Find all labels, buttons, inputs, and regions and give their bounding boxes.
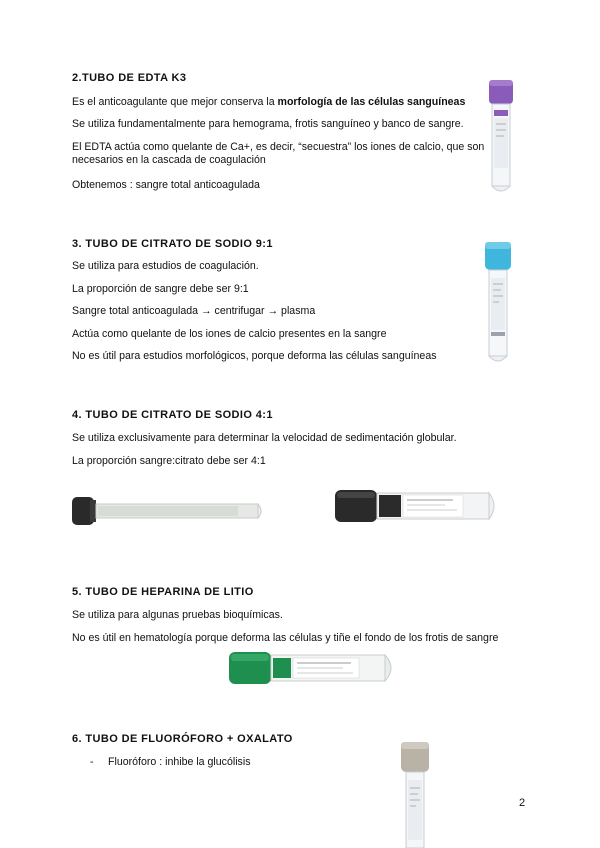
heparin-tube-image: [227, 650, 397, 686]
section-2-heading: 2.TUBO DE EDTA K3: [72, 72, 187, 84]
section-2-paragraph-2: Se utiliza fundamentalmente para hemograma, frotis sanguíneo y banco de sangre.: [72, 118, 464, 130]
section-4-paragraph-1: Se utiliza exclusivamente para determinar la velocidad de sedimentación globular.: [72, 432, 457, 444]
section-6-bullet-1: Fluoróforo : inhibe la glucólisis: [108, 756, 251, 768]
esr-tube-2-image: [333, 488, 499, 524]
section-2-paragraph-1-bold: morfología de las células sanguíneas: [277, 96, 466, 108]
section-4-heading: 4. TUBO DE CITRATO DE SODIO 4:1: [72, 409, 273, 421]
section-3-paragraph-2: La proporción de sangre debe ser 9:1: [72, 283, 249, 295]
section-3-paragraph-5: No es útil para estudios morfológicos, porque deforma las células sanguíneas: [72, 350, 437, 362]
section-2-paragraph-4: Obtenemos : sangre total anticoagulada: [72, 179, 260, 191]
edta-tube-image: [486, 78, 516, 196]
section-6-bullet-marker: -: [90, 756, 94, 768]
section-3-heading: 3. TUBO DE CITRATO DE SODIO 9:1: [72, 238, 273, 250]
section-5-paragraph-2: No es útil en hematología porque deforma las células y tiñe el fondo de los frotis de sangre: [72, 632, 499, 644]
section-2-paragraph-1: [72, 96, 465, 109]
page-number: 2: [519, 797, 526, 809]
section-3-paragraph-3: Sangre total anticoagulada → centrifugar → plasma: [72, 305, 316, 317]
citrate-9-1-tube-image: [482, 240, 514, 366]
fluoride-tube-image: [398, 740, 432, 848]
section-5-heading: 5. TUBO DE HEPARINA DE LITIO: [72, 586, 254, 598]
section-3-paragraph-1: Se utiliza para estudios de coagulación.: [72, 260, 259, 272]
section-4-paragraph-2: La proporción sangre:citrato debe ser 4:1: [72, 455, 266, 467]
esr-tube-1-image: [70, 494, 266, 528]
section-5-paragraph-1: Se utiliza para algunas pruebas bioquímicas.: [72, 609, 283, 621]
section-6-heading: 6. TUBO DE FLUORÓFORO + OXALATO: [72, 733, 293, 745]
section-2-paragraph-1-text: Es el anticoagulante que mejor conserva la: [72, 96, 278, 108]
section-3-paragraph-4: Actúa como quelante de los iones de calcio presentes en la sangre: [72, 328, 387, 340]
section-2-paragraph-3: El EDTA actúa como quelante de Ca+, es decir, “secuestra” los iones de calcio, que son necesarios en la cascada de coagulación: [72, 141, 485, 166]
